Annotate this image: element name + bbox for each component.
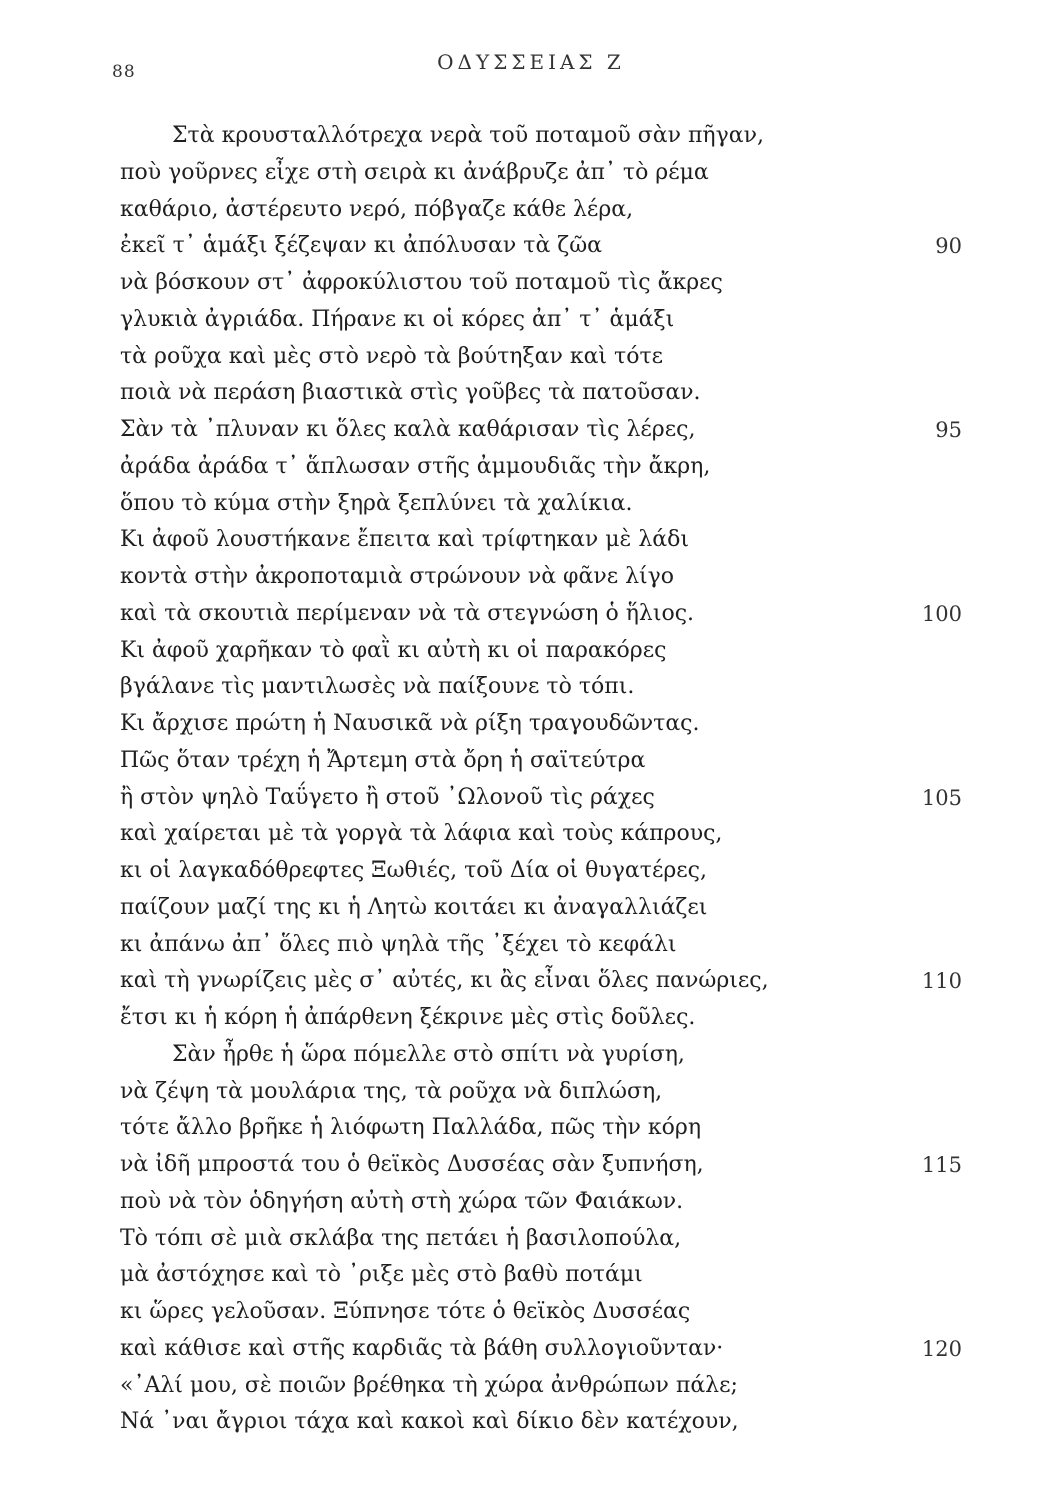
verse-line	[0, 853, 1062, 890]
verse-text: κι ἀπάνω ἀπ᾿ ὅλες πιὸ ψηλὰ τῆς ᾿ξέχει τὸ κεφάλι	[120, 931, 677, 957]
verse-line	[0, 302, 1062, 339]
verse-line	[0, 1110, 1062, 1147]
verse-line	[0, 449, 1062, 486]
verse-line	[0, 559, 1062, 596]
verse-text: καὶ τὴ γνωρίζεις μὲς σ᾿ αὐτές, κι ἂς εἶναι ὅλες πανώριες,	[120, 968, 769, 994]
verse-line	[0, 1404, 1062, 1441]
verse-text: Νά ᾿ναι ἄγριοι τάχα καὶ κακοὶ καὶ δίκιο δὲν κατέχουν,	[120, 1409, 739, 1435]
verse-line	[0, 228, 1062, 265]
verse-text: Σὰν ἦρθε ἡ ὥρα πόμελλε στὸ σπίτι νὰ γυρίση,	[172, 1041, 685, 1067]
verse-text: ἐκεῖ τ᾿ ἁμάξι ξέζεψαν κι ἀπόλυσαν τὰ ζῶα	[120, 233, 603, 259]
line-number: 110	[921, 969, 962, 994]
running-title: ΟΔΥΣΣΕΙΑΣ Ζ	[437, 50, 625, 74]
verse-text: τὰ ροῦχα καὶ μὲς στὸ νερὸ τὰ βούτηξαν καὶ τότε	[120, 343, 664, 369]
verse-text: Κι ἀφοῦ χαρῆκαν τὸ φαῒ κι αὐτὴ κι οἱ παρακόρες	[120, 637, 667, 663]
line-number: 105	[921, 785, 962, 810]
verse-text: τότε ἄλλο βρῆκε ἡ λιόφωτη Παλλάδα, πῶς τὴν κόρη	[120, 1115, 702, 1141]
line-number: 90	[935, 234, 962, 259]
verse-line	[0, 816, 1062, 853]
verse-text: γλυκιὰ ἀγριάδα. Πήρανε κι οἱ κόρες ἀπ᾿ τ᾿ ἁμάξι	[120, 306, 675, 332]
verse-line	[0, 743, 1062, 780]
verse-line	[0, 633, 1062, 670]
verse-line	[0, 1147, 1062, 1184]
verse-line	[0, 155, 1062, 192]
verse-text: Στὰ κρουσταλλότρεχα νερὰ τοῦ ποταμοῦ σὰν πῆγαν,	[172, 123, 764, 148]
verse-text: καὶ κάθισε καὶ στῆς καρδιᾶς τὰ βάθη συλλογιοῦνταν·	[120, 1335, 724, 1361]
verse-line	[0, 1184, 1062, 1221]
page-number: 88	[112, 62, 136, 82]
verse-line	[0, 780, 1062, 817]
verse-text: Κι ἄρχισε πρώτη ἡ Ναυσικᾶ νὰ ρίξη τραγουδῶντας.	[120, 711, 700, 736]
verse-line	[0, 375, 1062, 412]
poem-text	[0, 118, 1062, 1441]
page-header	[0, 40, 1062, 80]
verse-text: Πῶς ὅταν τρέχη ἡ Ἄρτεμη στὰ ὄρη ἡ σαϊτεύτρα	[120, 747, 646, 773]
verse-line	[0, 265, 1062, 302]
verse-line	[0, 1037, 1062, 1074]
verse-line	[0, 706, 1062, 743]
verse-line	[0, 1257, 1062, 1294]
verse-line	[0, 596, 1062, 633]
verse-line	[0, 1331, 1062, 1368]
verse-text: βγάλανε τὶς μαντιλωσὲς νὰ παίξουνε τὸ τόπι.	[120, 674, 635, 700]
verse-text: νὰ βόσκουν στ᾿ ἀφροκύλιστου τοῦ ποταμοῦ τὶς ἄκρες	[120, 270, 723, 295]
line-number: 100	[921, 601, 962, 626]
verse-line	[0, 412, 1062, 449]
verse-text: κι οἱ λαγκαδόθρεφτες Ξωθιές, τοῦ Δία οἱ θυγατέρες,	[120, 858, 707, 883]
verse-line	[0, 1294, 1062, 1331]
verse-text: «᾿Αλί μου, σὲ ποιῶν βρέθηκα τὴ χώρα ἀνθρώπων πάλε;	[120, 1372, 738, 1398]
verse-line	[0, 890, 1062, 927]
verse-line	[0, 339, 1062, 376]
verse-text: Κι ἀφοῦ λουστήκανε ἔπειτα καὶ τρίφτηκαν μὲ λάδι	[120, 527, 689, 553]
verse-line	[0, 1074, 1062, 1111]
verse-line	[0, 192, 1062, 229]
verse-text: ἔτσι κι ἡ κόρη ἡ ἀπάρθενη ξέκρινε μὲς στὶς δοῦλες.	[120, 1005, 696, 1030]
verse-line	[0, 1221, 1062, 1258]
verse-line	[0, 486, 1062, 523]
verse-line	[0, 1000, 1062, 1037]
verse-text: μὰ ἀστόχησε καὶ τὸ ᾿ριξε μὲς στὸ βαθὺ ποτάμι	[120, 1262, 643, 1288]
verse-text: παίζουν μαζί της κι ἡ Λητὼ κοιτάει κι ἀναγαλλιάζει	[120, 894, 708, 920]
verse-text: καὶ τὰ σκουτιὰ περίμεναν νὰ τὰ στεγνώση ὁ ἥλιος.	[120, 600, 695, 626]
verse-text: νὰ ζέψη τὰ μουλάρια της, τὰ ροῦχα νὰ διπλώση,	[120, 1078, 663, 1104]
line-number: 115	[921, 1153, 962, 1177]
verse-text: ὅπου τὸ κύμα στὴν ξηρὰ ξεπλύνει τὰ χαλίκια.	[120, 490, 633, 516]
verse-text: κι ὥρες γελοῦσαν. Ξύπνησε τότε ὁ θεϊκὸς Δυσσέας	[120, 1299, 691, 1324]
verse-text: καθάριο, ἀστέρευτο νερό, πόβγαζε κάθε λέρα,	[120, 196, 634, 222]
verse-text: ποὺ νὰ τὸν ὁδηγήση αὐτὴ στὴ χώρα τῶν Φαιάκων.	[120, 1188, 684, 1214]
verse-line	[0, 963, 1062, 1000]
verse-text: ἢ στὸν ψηλὸ Ταΰγετο ἢ στοῦ ᾿Ωλονοῦ τὶς ράχες	[120, 784, 655, 810]
verse-text: Τὸ τόπι σὲ μιὰ σκλάβα της πετάει ἡ βασιλοπούλα,	[120, 1225, 682, 1251]
verse-text: Σὰν τὰ ᾿πλυναν κι ὅλες καλὰ καθάρισαν τὶς λέρες,	[120, 417, 696, 442]
verse-line	[0, 927, 1062, 964]
verse-text: καὶ χαίρεται μὲ τὰ γοργὰ τὰ λάφια καὶ τοὺς κάπρους,	[120, 821, 723, 847]
verse-text: κοντὰ στὴν ἀκροποταμιὰ στρώνουν νὰ φᾶνε λίγο	[120, 564, 675, 589]
verse-line	[0, 1368, 1062, 1405]
verse-text: ποιὰ νὰ περάση βιαστικὰ στὶς γοῦβες τὰ πατοῦσαν.	[120, 380, 701, 406]
verse-text: νὰ ἰδῆ μπροστά του ὁ θεϊκὸς Δυσσέας σὰν ξυπνήση,	[120, 1152, 704, 1177]
verse-line	[0, 118, 1062, 155]
line-number: 95	[935, 418, 962, 442]
verse-text: ἀράδα ἀράδα τ᾿ ἅπλωσαν στῆς ἀμμουδιᾶς τὴν ἄκρη,	[120, 453, 711, 479]
verse-line	[0, 669, 1062, 706]
verse-text: ποὺ γοῦρνες εἶχε στὴ σειρὰ κι ἀνάβρυζε ἀπ᾿ τὸ ρέμα	[120, 159, 709, 185]
line-number: 120	[921, 1336, 962, 1361]
verse-line	[0, 522, 1062, 559]
